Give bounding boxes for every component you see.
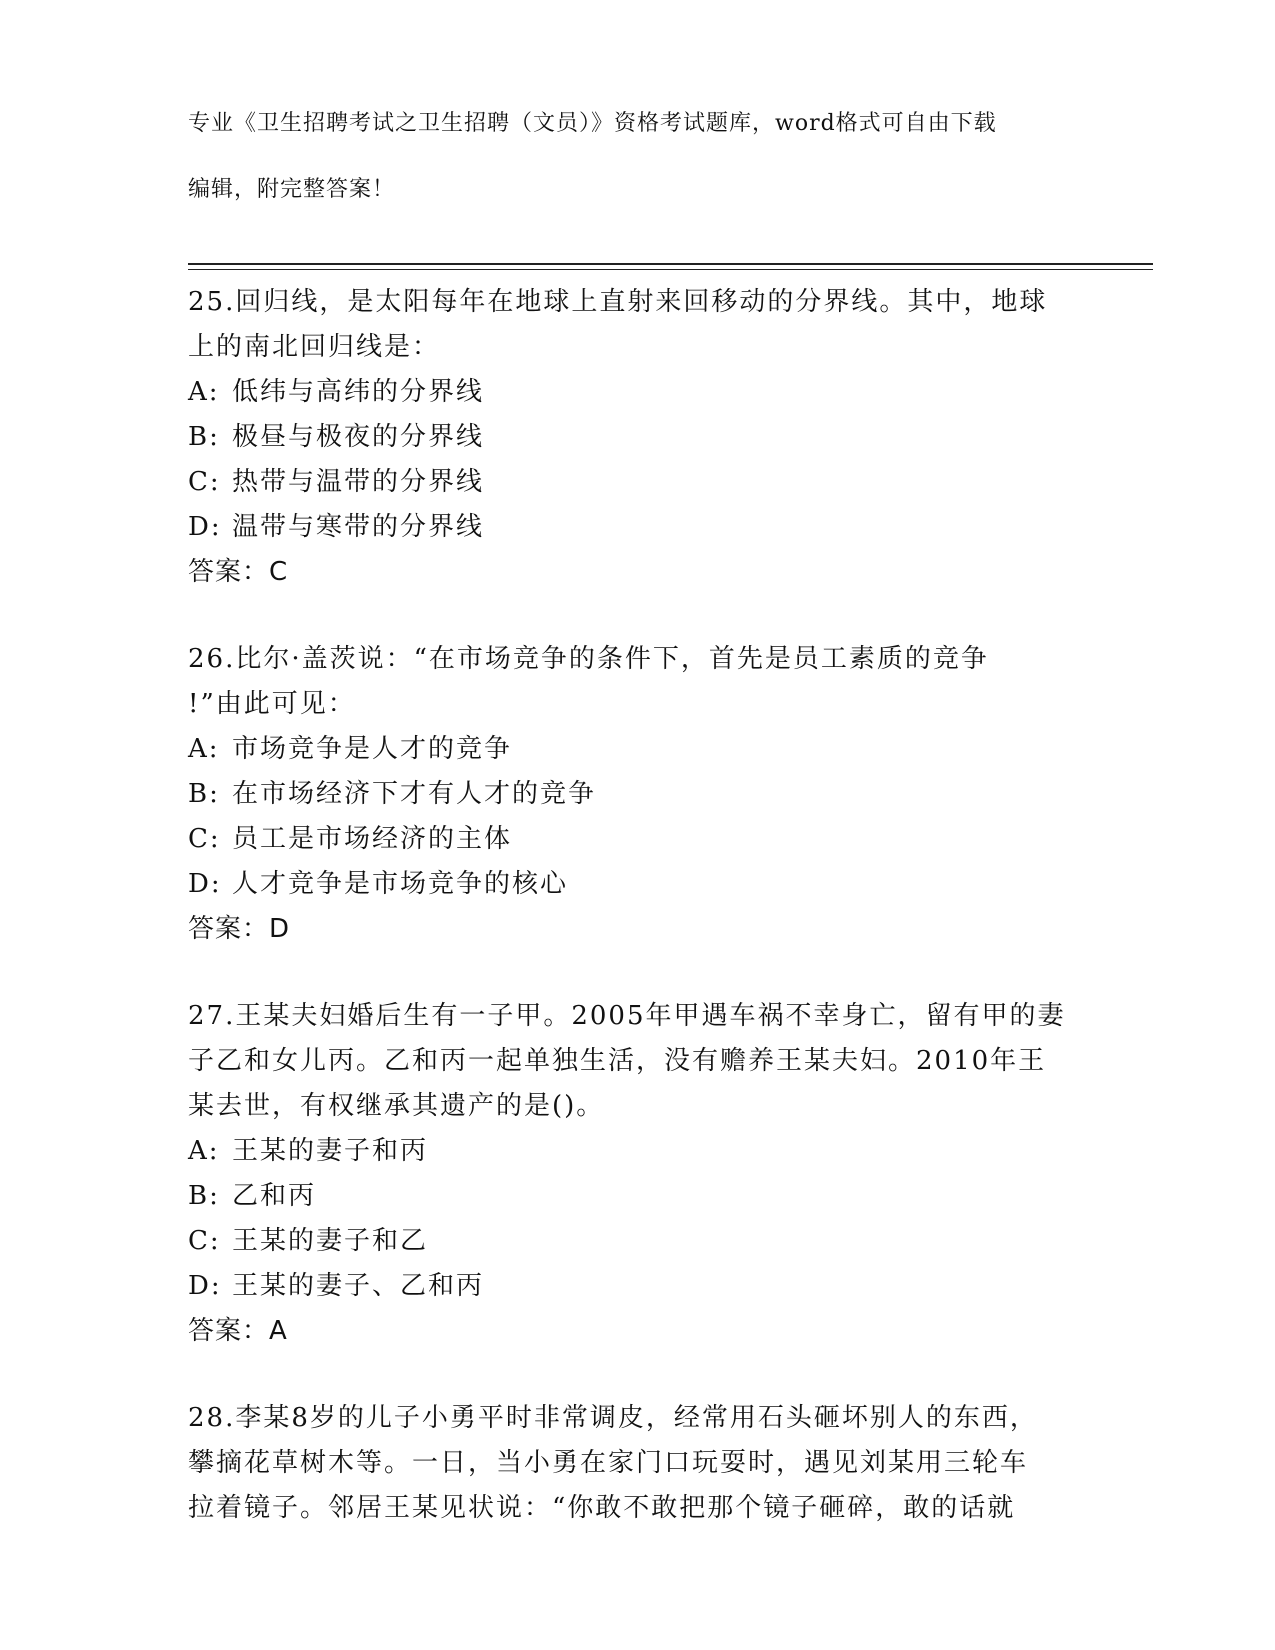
question-25 — [188, 280, 1148, 595]
answer-line: 答案：D — [188, 914, 291, 944]
option-c — [188, 460, 1148, 505]
option-text: 员工是市场经济的主体 — [232, 824, 513, 854]
option-b — [188, 415, 1148, 460]
option-key: A: — [188, 1136, 220, 1166]
option-text: 热带与温带的分界线 — [232, 467, 485, 497]
option-key: D: — [188, 869, 222, 899]
question-stem: 28.李某8岁的儿子小勇平时非常调皮，经常用石头砸坏别人的东西， 攀摘花草树木等。一日，当小勇在家门口玩耍时，遇见刘某用三轮车 拉着镜子。邻居王某见状说：“你敢不敢把那个镜子砸碎，敢的话就 — [188, 1403, 1038, 1523]
option-key: B: — [188, 779, 220, 809]
option-key: D: — [188, 1271, 222, 1301]
question-stem: 27.王某夫妇婚后生有一子甲。2005年甲遇车祸不幸身亡，留有甲的妻 子乙和女儿丙。乙和丙一起单独生活，没有赡养王某夫妇。2010年王 某去世，有权继承其遗产的是()。 — [188, 1001, 1066, 1121]
option-key: A: — [188, 734, 220, 764]
option-text: 王某的妻子和丙 — [232, 1136, 429, 1166]
option-a — [188, 1129, 1148, 1174]
question-26 — [188, 637, 1148, 952]
option-key: B: — [188, 1181, 220, 1211]
header-line-1: 专业《卫生招聘考试之卫生招聘（文员）》资格考试题库，word格式可自由下载 — [188, 111, 997, 136]
option-c — [188, 1219, 1148, 1264]
option-b — [188, 772, 1148, 817]
option-text: 低纬与高纬的分界线 — [232, 377, 485, 407]
question-28 — [188, 1396, 1148, 1531]
answer-line: 答案：A — [188, 1316, 288, 1346]
option-a — [188, 727, 1148, 772]
option-key: C: — [188, 467, 221, 497]
question-stem: 26.比尔·盖茨说：“在市场竞争的条件下，首先是员工素质的竞争 !”由此可见： — [188, 644, 989, 719]
option-key: C: — [188, 1226, 221, 1256]
question-stem: 25.回归线，是太阳每年在地球上直射来回移动的分界线。其中，地球 上的南北回归线是： — [188, 287, 1048, 362]
document-page — [188, 74, 1148, 1531]
option-b — [188, 1174, 1148, 1219]
option-d — [188, 505, 1148, 550]
option-c — [188, 817, 1148, 862]
option-text: 在市场经济下才有人才的竞争 — [232, 779, 597, 809]
option-text: 人才竞争是市场竞争的核心 — [232, 869, 569, 899]
option-text: 乙和丙 — [232, 1181, 317, 1211]
option-text: 温带与寒带的分界线 — [232, 512, 485, 542]
document-header — [188, 74, 1068, 239]
option-key: A: — [188, 377, 220, 407]
option-key: C: — [188, 824, 221, 854]
header-divider — [188, 263, 1153, 270]
option-d — [188, 1264, 1148, 1309]
option-d — [188, 862, 1148, 907]
option-text: 极昼与极夜的分界线 — [232, 422, 485, 452]
answer-line: 答案：C — [188, 557, 289, 587]
header-line-2: 编辑，附完整答案！ — [188, 177, 396, 202]
question-27 — [188, 994, 1148, 1354]
option-key: B: — [188, 422, 220, 452]
option-text: 王某的妻子和乙 — [232, 1226, 429, 1256]
option-text: 市场竞争是人才的竞争 — [232, 734, 513, 764]
option-a — [188, 370, 1148, 415]
option-text: 王某的妻子、乙和丙 — [232, 1271, 485, 1301]
option-key: D: — [188, 512, 222, 542]
